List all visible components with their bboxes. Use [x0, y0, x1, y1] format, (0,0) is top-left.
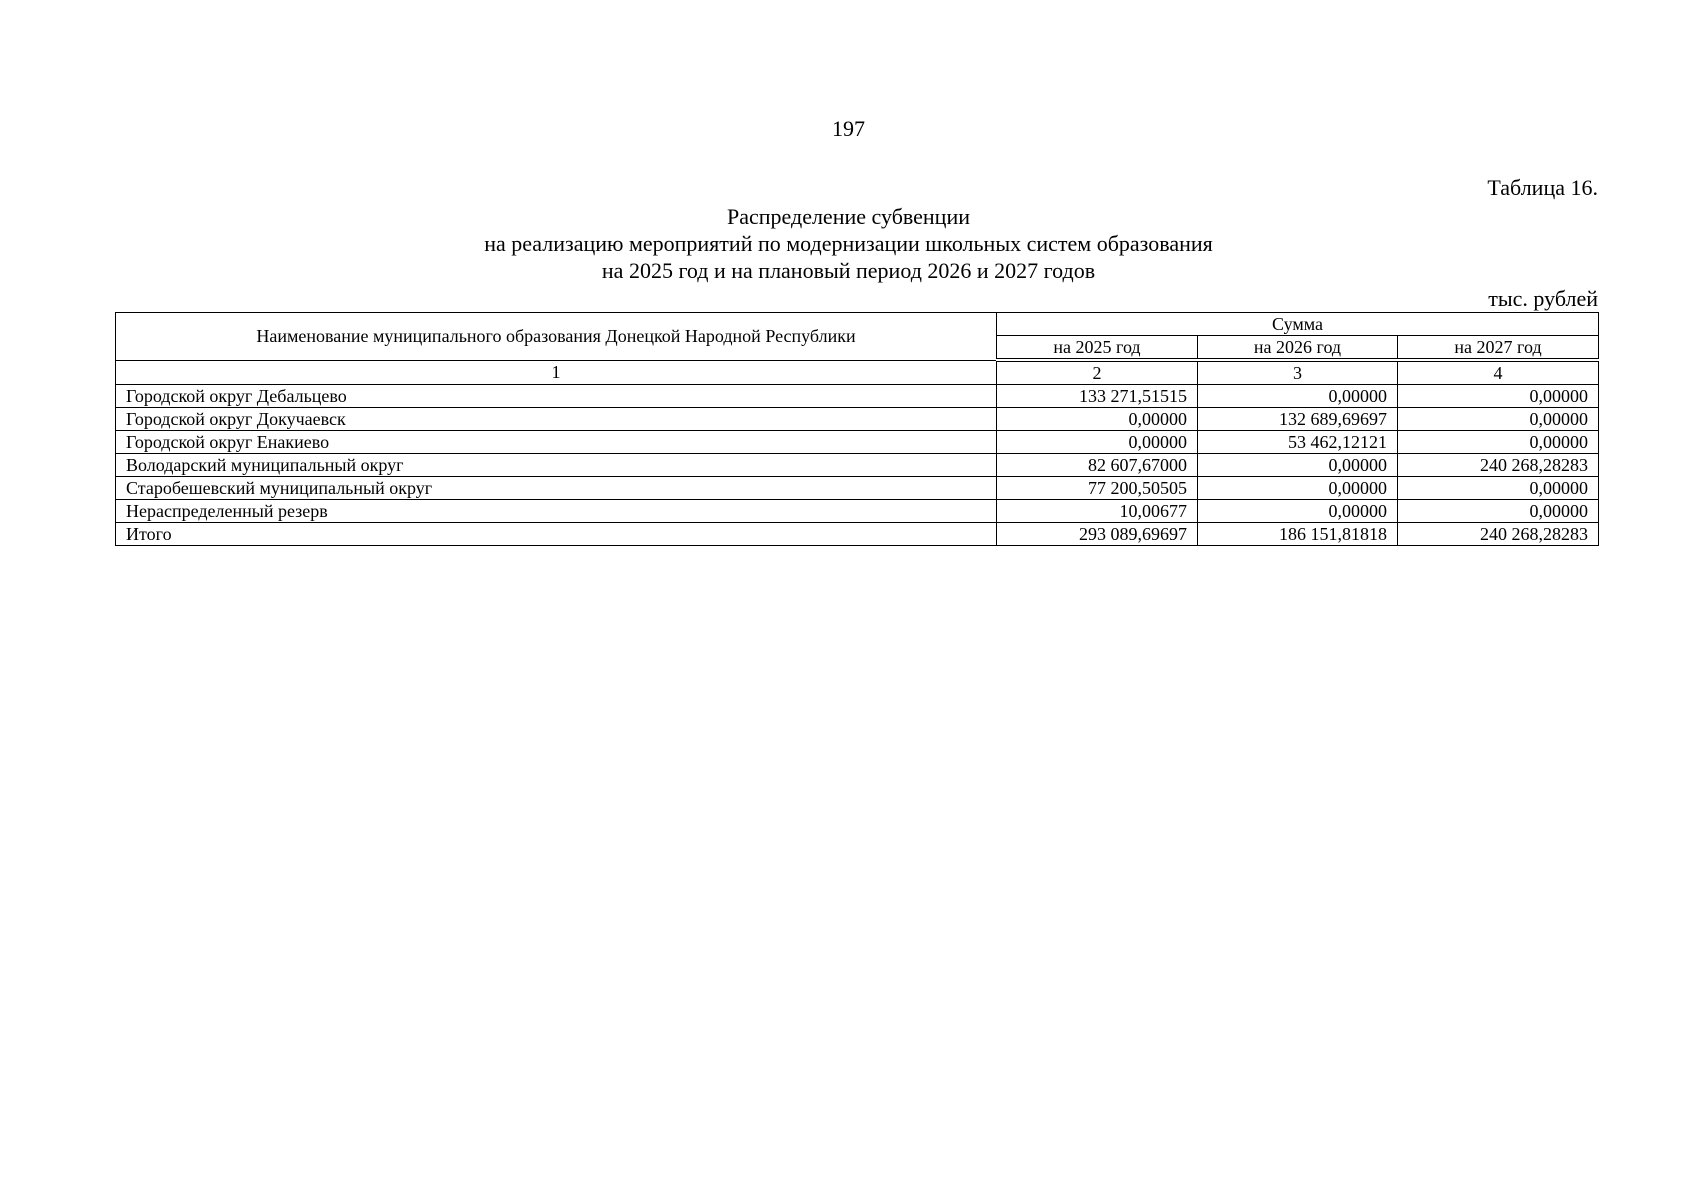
amount-2027: 0,00000 — [1398, 500, 1599, 523]
header-sum: Сумма — [997, 313, 1599, 336]
column-number: 1 — [116, 360, 997, 385]
amount-2025: 82 607,67000 — [997, 454, 1198, 477]
municipality-name: Нераспределенный резерв — [116, 500, 997, 523]
amount-2025: 77 200,50505 — [997, 477, 1198, 500]
header-year-2025: на 2025 год — [997, 336, 1198, 361]
municipality-name: Городской округ Дебальцево — [116, 385, 997, 408]
column-number: 4 — [1398, 360, 1599, 385]
amount-2027: 0,00000 — [1398, 408, 1599, 431]
table-row — [116, 454, 1599, 477]
title-line-3: на 2025 год и на плановый период 2026 и 2027 годов — [601, 258, 1096, 283]
header-row-top — [116, 313, 1599, 336]
total-row — [116, 523, 1599, 546]
column-number-row — [116, 360, 1599, 385]
amount-2025: 133 271,51515 — [997, 385, 1198, 408]
total-2026: 186 151,81818 — [1198, 523, 1398, 546]
amount-2025: 10,00677 — [997, 500, 1198, 523]
amount-2027: 0,00000 — [1398, 477, 1599, 500]
title-line-2: на реализацию мероприятий по модернизации школьных систем образования — [484, 231, 1213, 256]
title-line-1: Распределение субвенции — [726, 204, 971, 229]
amount-2025: 0,00000 — [997, 408, 1198, 431]
column-number: 3 — [1198, 360, 1398, 385]
total-label: Итого — [116, 523, 997, 546]
total-2025: 293 089,69697 — [997, 523, 1198, 546]
table-row — [116, 408, 1599, 431]
amount-2027: 240 268,28283 — [1398, 454, 1599, 477]
header-municipality-name: Наименование муниципального образования Донецкой Народной Республики — [116, 313, 997, 361]
table-row — [116, 385, 1599, 408]
document-title — [0, 203, 1697, 284]
amount-2026: 0,00000 — [1198, 454, 1398, 477]
amount-2026: 0,00000 — [1198, 477, 1398, 500]
amount-2027: 0,00000 — [1398, 385, 1599, 408]
municipality-name: Городской округ Енакиево — [116, 431, 997, 454]
units-label: тыс. рублей — [1488, 286, 1598, 311]
municipality-name: Городской округ Докучаевск — [116, 408, 997, 431]
table-row — [116, 431, 1599, 454]
municipality-name: Володарский муниципальный округ — [116, 454, 997, 477]
municipality-name: Старобешевский муниципальный округ — [116, 477, 997, 500]
amount-2026: 0,00000 — [1198, 385, 1398, 408]
amount-2026: 53 462,12121 — [1198, 431, 1398, 454]
table-row — [116, 500, 1599, 523]
amount-2026: 132 689,69697 — [1198, 408, 1398, 431]
subvention-table — [115, 312, 1599, 546]
table-row — [116, 477, 1599, 500]
page-number: 197 — [832, 116, 865, 141]
header-year-2026: на 2026 год — [1198, 336, 1398, 361]
amount-2026: 0,00000 — [1198, 500, 1398, 523]
table-label: Таблица 16. — [1487, 175, 1598, 200]
amount-2025: 0,00000 — [997, 431, 1198, 454]
column-number: 2 — [997, 360, 1198, 385]
header-year-2027: на 2027 год — [1398, 336, 1599, 361]
amount-2027: 0,00000 — [1398, 431, 1599, 454]
total-2027: 240 268,28283 — [1398, 523, 1599, 546]
